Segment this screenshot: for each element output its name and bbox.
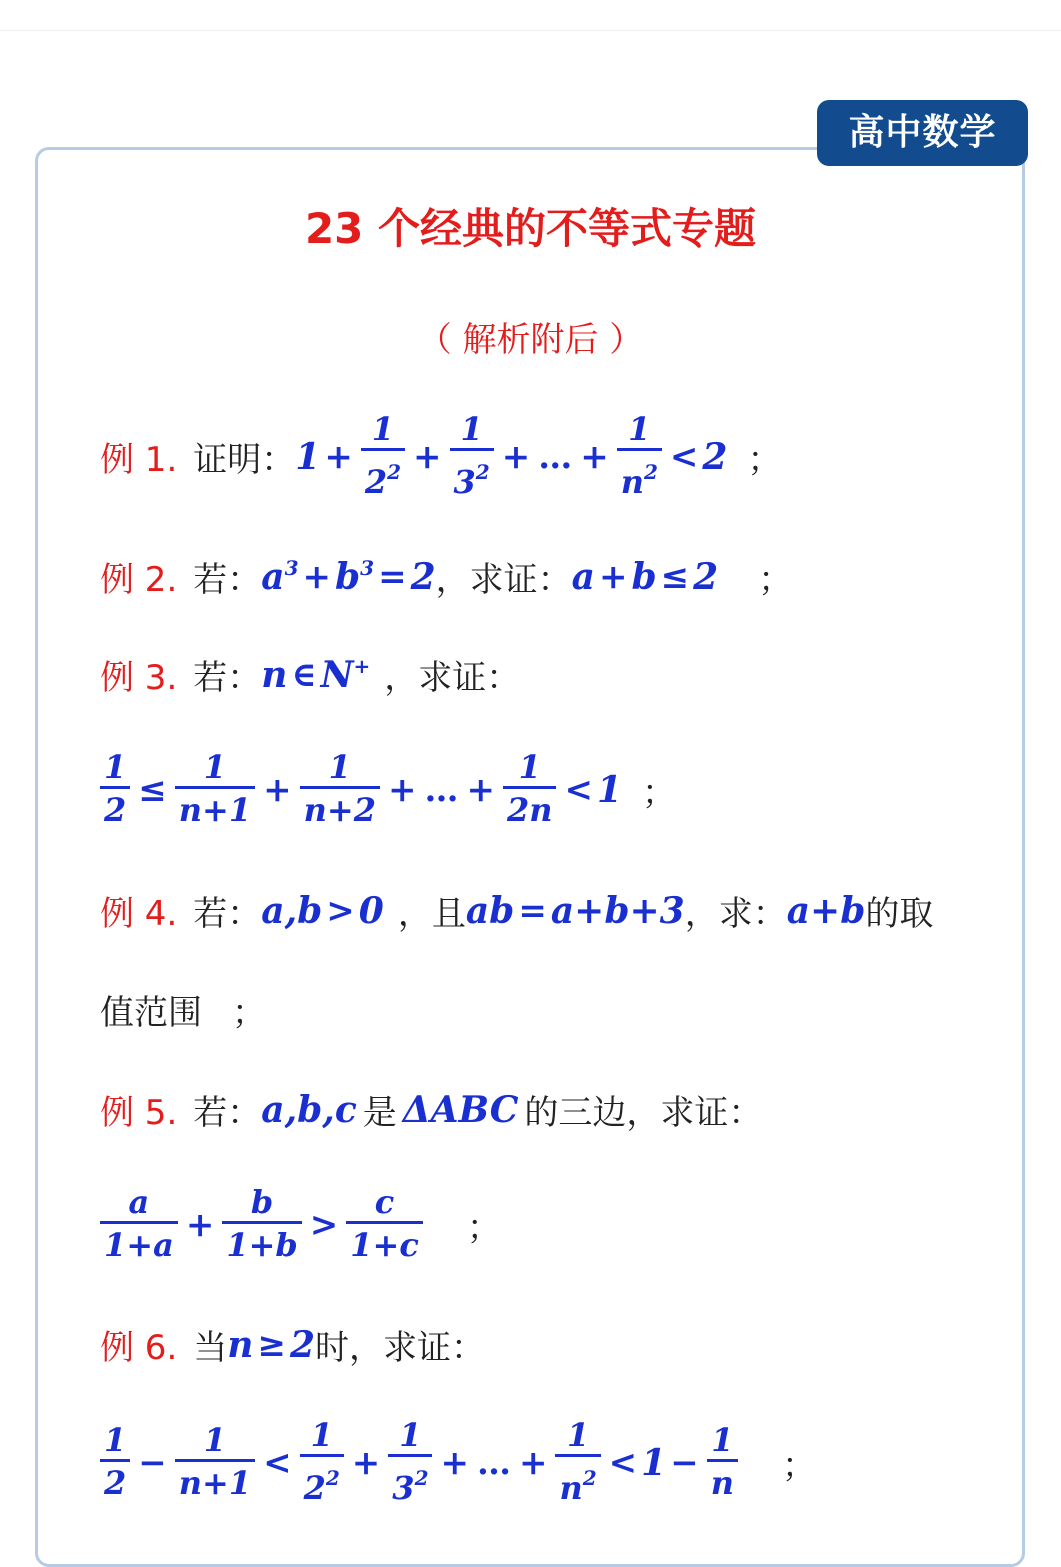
example-5-formula — [100, 1183, 501, 1266]
math-term: n — [227, 1323, 254, 1366]
numerator: 1 — [566, 1416, 590, 1454]
base: 2 — [364, 463, 388, 501]
example-6-formula — [100, 1416, 816, 1509]
exponent: 2 — [582, 1466, 597, 1490]
fraction — [300, 1416, 344, 1509]
minus-sign: − — [670, 1442, 699, 1483]
plus-sign: + — [466, 769, 495, 810]
example-4 — [100, 886, 933, 935]
ellipsis: … — [538, 436, 573, 477]
denominator: 1+b — [226, 1226, 298, 1264]
fraction — [300, 748, 380, 831]
numerator: 1 — [371, 410, 395, 448]
numerator: 1 — [711, 1421, 734, 1459]
numerator: a — [128, 1183, 150, 1221]
greater-than: > — [309, 1204, 339, 1245]
numerator: 1 — [399, 1416, 422, 1454]
base: n — [620, 463, 644, 501]
plus-sign: + — [324, 436, 353, 477]
ellipsis: … — [476, 1442, 511, 1483]
example-4-text2: ，且 — [397, 894, 466, 934]
plus-sign: + — [387, 769, 417, 810]
example-1-text: 证明： — [193, 440, 296, 480]
math-term: n — [261, 653, 288, 696]
denominator — [388, 1457, 432, 1509]
fraction — [450, 410, 494, 503]
example-2 — [100, 552, 792, 601]
math-term: a+b — [786, 889, 866, 932]
fraction — [707, 1421, 738, 1504]
math-term: a+b+3 — [550, 889, 685, 932]
set-N: N — [320, 653, 354, 696]
numerator: 1 — [203, 748, 227, 786]
page-subtitle: （ 解析附后 ） — [417, 320, 644, 360]
math-term — [261, 556, 298, 598]
example-6-text: 当 — [193, 1328, 228, 1368]
fraction — [222, 1183, 301, 1266]
example-5-text2: 是 — [362, 1093, 397, 1133]
less-than: < — [263, 1442, 292, 1483]
plus-sign: + — [263, 769, 292, 810]
math-term: ab — [465, 889, 515, 932]
exponent: 3 — [284, 555, 299, 580]
semicolon: ； — [466, 1208, 501, 1248]
denominator: 2n — [506, 791, 553, 829]
numerator: 1 — [203, 1421, 227, 1459]
exponent: 2 — [475, 460, 490, 484]
math-term: a,b — [261, 889, 323, 932]
greater-equal: ≥ — [257, 1324, 286, 1365]
example-5-text: 若： — [193, 1093, 262, 1133]
numerator: 1 — [310, 1416, 333, 1454]
fraction — [503, 748, 557, 831]
example-6-text2: 时，求证： — [315, 1328, 485, 1368]
less-equal: ≤ — [660, 556, 690, 597]
numerator: 1 — [104, 1421, 127, 1459]
math-term: 1 — [641, 1441, 667, 1484]
element-of: ∈ — [291, 654, 317, 695]
example-3-label: 例 3. — [100, 658, 178, 698]
example-3-text: 若： — [193, 658, 262, 698]
plus-sign: + — [598, 556, 628, 597]
math-term: 2 — [693, 555, 719, 598]
example-4-label: 例 4. — [100, 894, 178, 934]
fraction — [175, 1421, 255, 1504]
numerator: 1 — [518, 748, 541, 786]
base: n — [559, 1469, 583, 1507]
example-5 — [100, 1085, 762, 1134]
fraction — [361, 410, 405, 503]
superscript: + — [353, 653, 371, 678]
equals-sign: = — [518, 890, 547, 931]
example-5-text3: 的三边，求证： — [524, 1093, 763, 1133]
less-than: < — [608, 1442, 638, 1483]
example-2-text: 若： — [193, 560, 262, 600]
plus-sign: + — [440, 1442, 469, 1483]
denominator: 1+a — [104, 1226, 174, 1264]
example-6 — [100, 1320, 485, 1369]
top-divider — [0, 30, 1061, 31]
semicolon: ； — [642, 773, 677, 813]
exponent: 3 — [360, 555, 375, 580]
math-term: 1 — [295, 435, 321, 478]
math-term: b — [631, 555, 657, 598]
exponent: 2 — [325, 1466, 340, 1490]
math-term: 2 — [702, 435, 728, 478]
example-4-text5: 值范围 — [100, 993, 202, 1033]
example-4-continued — [100, 985, 266, 1034]
fraction — [175, 748, 255, 831]
minus-sign: − — [138, 1442, 167, 1483]
numerator: 1 — [328, 748, 351, 786]
plus-sign: + — [580, 436, 609, 477]
fraction — [100, 748, 130, 831]
denominator: n+2 — [303, 791, 376, 829]
example-2-text2: ，求证： — [435, 560, 572, 600]
example-5-label: 例 5. — [100, 1093, 178, 1133]
numerator: 1 — [104, 748, 127, 786]
example-2-label: 例 2. — [100, 560, 178, 600]
equals-sign: = — [378, 556, 407, 597]
denominator: 1+c — [350, 1226, 419, 1264]
denominator — [555, 1457, 600, 1509]
plus-sign: + — [351, 1442, 381, 1483]
plus-sign: + — [185, 1204, 215, 1245]
semicolon: ； — [232, 993, 266, 1033]
denominator: 2 — [104, 1464, 127, 1502]
exponent: 2 — [414, 1466, 429, 1490]
example-3 — [100, 650, 520, 699]
base: 3 — [453, 463, 476, 501]
example-6-label: 例 6. — [100, 1328, 178, 1368]
math-term: 1 — [596, 768, 623, 811]
math-term: a,b,c — [261, 1088, 357, 1131]
numerator: 1 — [628, 410, 651, 448]
subject-badge: 高中数学 — [817, 100, 1028, 166]
fraction — [100, 1421, 130, 1504]
example-3-formula — [100, 748, 676, 831]
plus-sign: + — [302, 556, 331, 597]
denominator: n+1 — [178, 791, 252, 829]
fraction — [346, 1183, 423, 1266]
fraction — [555, 1416, 600, 1509]
math-term: a — [571, 555, 595, 598]
example-1-label: 例 1. — [100, 440, 178, 480]
denominator: 2 — [104, 791, 127, 829]
denominator — [617, 451, 662, 503]
math-term: 2 — [410, 555, 436, 598]
denominator — [361, 451, 405, 503]
exponent: 2 — [643, 460, 658, 484]
var-a: a — [261, 555, 285, 598]
denominator: n — [710, 1464, 734, 1502]
denominator — [450, 451, 494, 503]
semicolon: ； — [782, 1446, 816, 1486]
ellipsis: … — [424, 769, 459, 810]
numerator: c — [374, 1183, 395, 1221]
semicolon: ； — [758, 560, 793, 600]
math-term: 0 — [358, 889, 384, 932]
less-equal: ≤ — [138, 769, 167, 810]
var-b: b — [335, 555, 361, 598]
plus-sign: + — [518, 1442, 548, 1483]
base: 3 — [392, 1469, 415, 1507]
greater-than: > — [326, 890, 355, 931]
exponent: 2 — [387, 460, 401, 484]
denominator: n+1 — [178, 1464, 252, 1502]
example-1 — [100, 410, 781, 503]
numerator: 1 — [460, 410, 483, 448]
math-term: 2 — [289, 1323, 315, 1366]
plus-sign: + — [501, 436, 531, 477]
fraction — [617, 410, 662, 503]
math-term — [335, 556, 374, 598]
example-4-text4: 的取 — [865, 894, 934, 934]
math-term: ΔABC — [402, 1088, 519, 1131]
semicolon: ； — [747, 440, 782, 480]
plus-sign: + — [413, 436, 442, 477]
denominator — [300, 1457, 344, 1509]
fraction — [388, 1416, 432, 1509]
example-4-text3: ，求： — [684, 894, 787, 934]
example-4-text: 若： — [193, 894, 262, 934]
page-title: 23 个经典的不等式专题 — [304, 204, 757, 253]
less-than: < — [564, 769, 593, 810]
fraction — [100, 1183, 178, 1266]
example-3-text2: ，求证： — [384, 658, 521, 698]
math-term — [321, 654, 371, 696]
numerator: b — [250, 1183, 274, 1221]
base: 2 — [303, 1469, 326, 1507]
less-than: < — [669, 436, 699, 477]
